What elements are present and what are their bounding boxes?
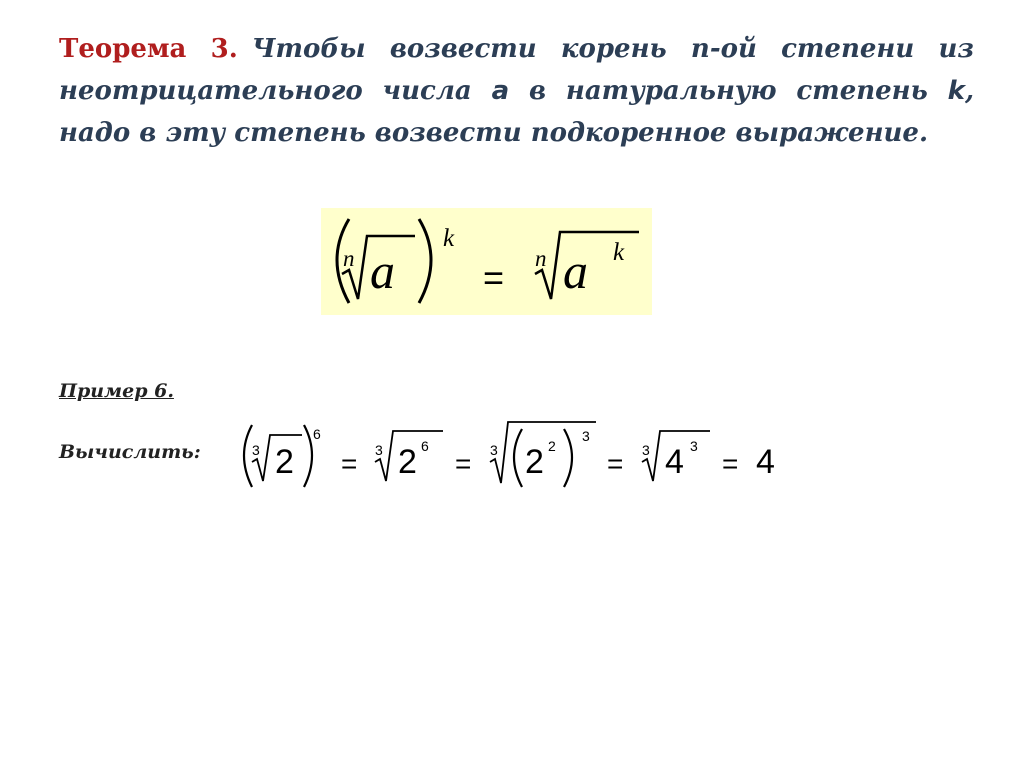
- ex-index-4: 3: [642, 442, 650, 458]
- theorem-var-a: a: [491, 76, 510, 106]
- example-title: Пример 6.: [59, 380, 174, 402]
- ex-inner-right-paren: [564, 429, 572, 487]
- radicand-right: a: [563, 243, 588, 299]
- radicand-left: a: [370, 243, 395, 299]
- main-formula: [321, 208, 652, 315]
- root-index-right: n: [535, 246, 547, 271]
- ex-inner-exp-3: 2: [548, 438, 556, 454]
- ex-index-1: 3: [252, 442, 260, 458]
- root-index-left: n: [343, 246, 355, 271]
- ex-index-2: 3: [375, 442, 383, 458]
- ex-left-paren: [244, 425, 252, 487]
- ex-base-2: 2: [398, 443, 417, 481]
- theorem-var-k: k: [947, 76, 965, 106]
- ex-right-paren: [304, 425, 312, 487]
- ex-inner-left-paren: [514, 429, 522, 487]
- ex-exp-2: 6: [421, 438, 429, 454]
- ex-equals-4: =: [722, 448, 739, 479]
- right-paren: [419, 219, 431, 303]
- inner-exponent: k: [613, 239, 625, 266]
- theorem-text: [59, 28, 974, 154]
- outer-exponent: k: [443, 225, 455, 252]
- ex-equals-1: =: [341, 448, 358, 479]
- theorem-text-part-3: , надо в эту степень возвести подкоренное выражение.: [59, 76, 974, 148]
- ex-base-3: 2: [525, 443, 544, 481]
- example-formula: [238, 415, 798, 495]
- theorem-text-part-2: в натуральную степень: [509, 76, 948, 106]
- ex-index-3: 3: [490, 442, 498, 458]
- ex-equals-3: =: [607, 448, 624, 479]
- theorem-text-part-1: Чтобы возвести корень n-ой степени из неотрицательного числа: [59, 34, 974, 106]
- ex-equals-2: =: [455, 448, 472, 479]
- ex-outer-exp-1: 6: [313, 426, 321, 442]
- ex-outer-exp-3: 3: [582, 428, 590, 444]
- theorem-label: Теорема 3.: [59, 34, 238, 64]
- ex-exp-4: 3: [690, 438, 698, 454]
- ex-result: 4: [756, 443, 775, 481]
- example-task: Вычислить:: [59, 441, 201, 463]
- main-formula-box: [321, 208, 652, 315]
- ex-base-4: 4: [665, 443, 684, 481]
- example-formula-svg: [238, 415, 798, 495]
- ex-base-1: 2: [275, 443, 294, 481]
- equals-sign: =: [483, 257, 505, 298]
